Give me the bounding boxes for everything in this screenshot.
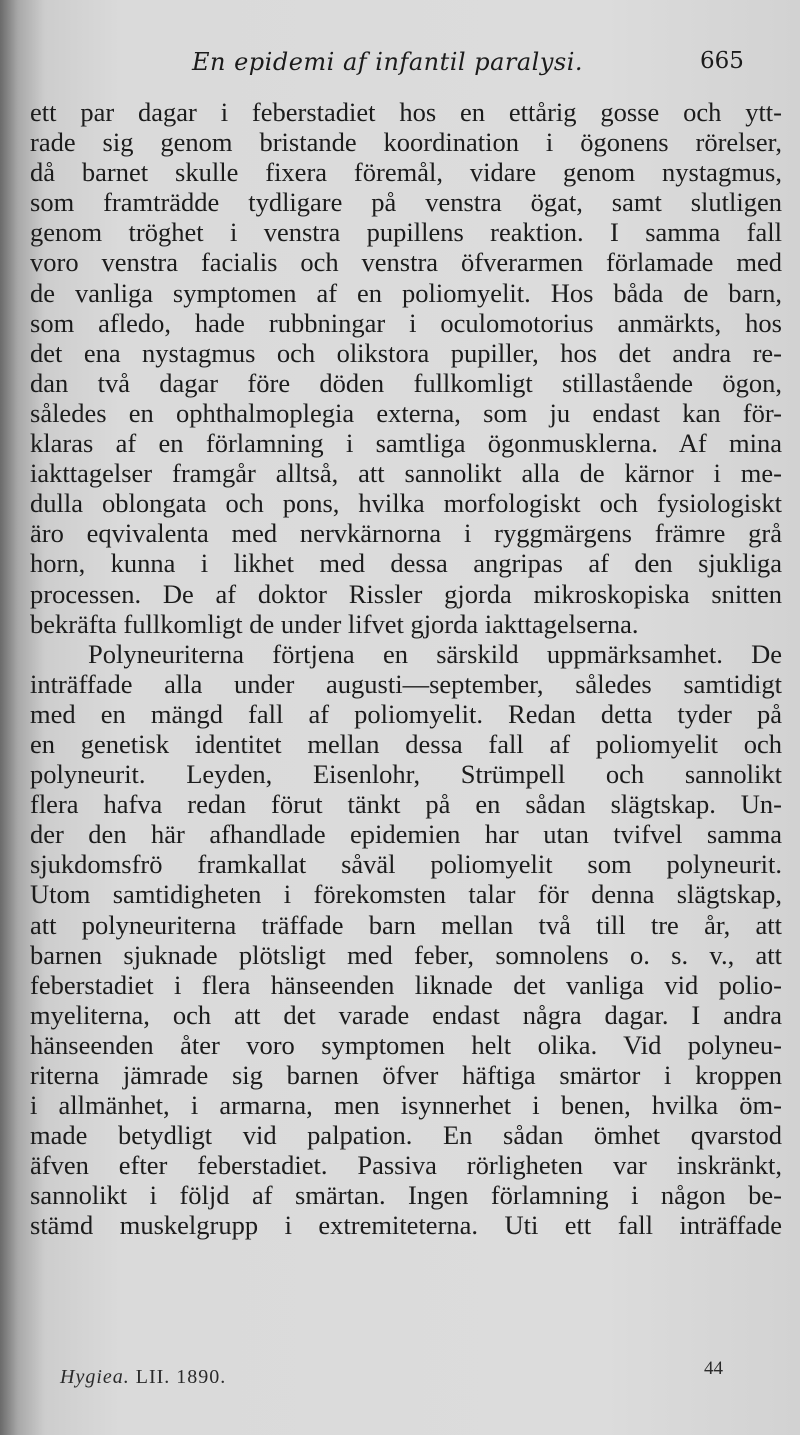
journal-footer <box>60 1366 226 1389</box>
text-line: myeliterna, och att det varade endast några dagar. I andra <box>30 999 782 1030</box>
text-line: då barnet skulle fixera föremål, vidare genom nystagmus, <box>30 157 782 188</box>
text-line: made betydligt vid palpation. En sådan ömhet qvarstod <box>30 1120 782 1151</box>
text-line: polyneurit. Leyden, Eisenlohr, Strümpell och sannolikt <box>30 759 782 790</box>
text-line: feberstadiet i flera hänseenden liknade det vanliga vid polio- <box>30 969 782 1000</box>
running-title: En epidemi af infantil paralysi. <box>192 48 584 76</box>
text-line: dulla oblongata och pons, hvilka morfologiskt och fysiologiskt <box>30 488 782 519</box>
text-line: bekräfta fullkomligt de under lifvet gjorda iakttagelserna. <box>30 608 639 639</box>
text-line: voro venstra facialis och venstra öfverarmen förlamade med <box>30 247 782 278</box>
text-line: som framträdde tydligare på venstra ögat, samt slutligen <box>30 187 782 218</box>
body-text <box>30 97 782 1241</box>
text-line: Polyneuriterna förtjena en särskild uppmärksamhet. De <box>88 638 782 669</box>
text-line: således en ophthalmoplegia externa, som ju endast kan för- <box>30 397 782 428</box>
text-line: processen. De af doktor Rissler gjorda mikroskopiska snitten <box>30 578 782 609</box>
text-line: riterna jämrade sig barnen öfver häftiga smärtor i kroppen <box>30 1060 782 1090</box>
text-line: rade sig genom bristande koordination i ögonens rörelser, <box>30 127 782 158</box>
signature-mark: 44 <box>704 1358 723 1379</box>
text-line: barnen sjuknade plötsligt med feber, somnolens o. s. v., att <box>30 939 782 970</box>
text-line: ett par dagar i feberstadiet hos en ettårig gosse och ytt- <box>30 97 782 127</box>
text-line: klaras af en förlamning i samtliga ögonmusklerna. Af mina <box>30 428 782 459</box>
text-line: med en mängd fall af poliomyelit. Redan detta tyder på <box>30 698 782 729</box>
text-line: iakttagelser framgår alltså, att sannolikt alla de kärnor i me- <box>30 458 782 489</box>
text-line: flera hafva redan förut tänkt på en sådan slägtskap. Un- <box>30 789 782 820</box>
text-line: det ena nystagmus och olikstora pupiller, hos det andra re- <box>30 337 782 368</box>
text-line: hänseenden åter voro symptomen helt olika. Vid polyneu- <box>30 1029 782 1060</box>
text-line: äro eqvivalenta med nervkärnorna i ryggmärgens främre grå <box>30 518 782 549</box>
text-line: som afledo, hade rubbningar i oculomotorius anmärkts, hos <box>30 307 782 338</box>
text-line: stämd muskelgrupp i extremiteterna. Uti ett fall inträffade <box>30 1210 782 1241</box>
text-line: en genetisk identitet mellan dessa fall af poliomyelit och <box>30 728 782 759</box>
journal-name: Hygiea. <box>60 1366 130 1388</box>
text-line: Utom samtidigheten i förekomsten talar för denna slägtskap, <box>30 879 782 910</box>
text-line: sannolikt i följd af smärtan. Ingen förlamning i någon be- <box>30 1180 782 1211</box>
text-line: att polyneuriterna träffade barn mellan två till tre år, att <box>30 909 782 940</box>
text-line: dan två dagar före döden fullkomligt stillastående ögon, <box>30 367 782 398</box>
text-line: i allmänhet, i armarna, men isynnerhet i benen, hvilka öm- <box>30 1090 782 1121</box>
text-line: sjukdomsfrö framkallat såväl poliomyelit som polyneurit. <box>30 849 782 880</box>
text-line: horn, kunna i likhet med dessa angripas af den sjukliga <box>30 548 782 579</box>
page-number: 665 <box>700 48 744 74</box>
text-line: genom tröghet i venstra pupillens reaktion. I samma fall <box>30 217 782 248</box>
text-line: der den här afhandlade epidemien har utan tvifvel samma <box>30 819 782 850</box>
text-line: äfven efter feberstadiet. Passiva rörligheten var inskränkt, <box>30 1150 782 1181</box>
volume-year: LII. 1890. <box>135 1366 227 1388</box>
text-line: inträffade alla under augusti—september, således samtidigt <box>30 668 782 699</box>
text-line: de vanliga symptomen af en poliomyelit. Hos båda de barn, <box>30 277 782 308</box>
